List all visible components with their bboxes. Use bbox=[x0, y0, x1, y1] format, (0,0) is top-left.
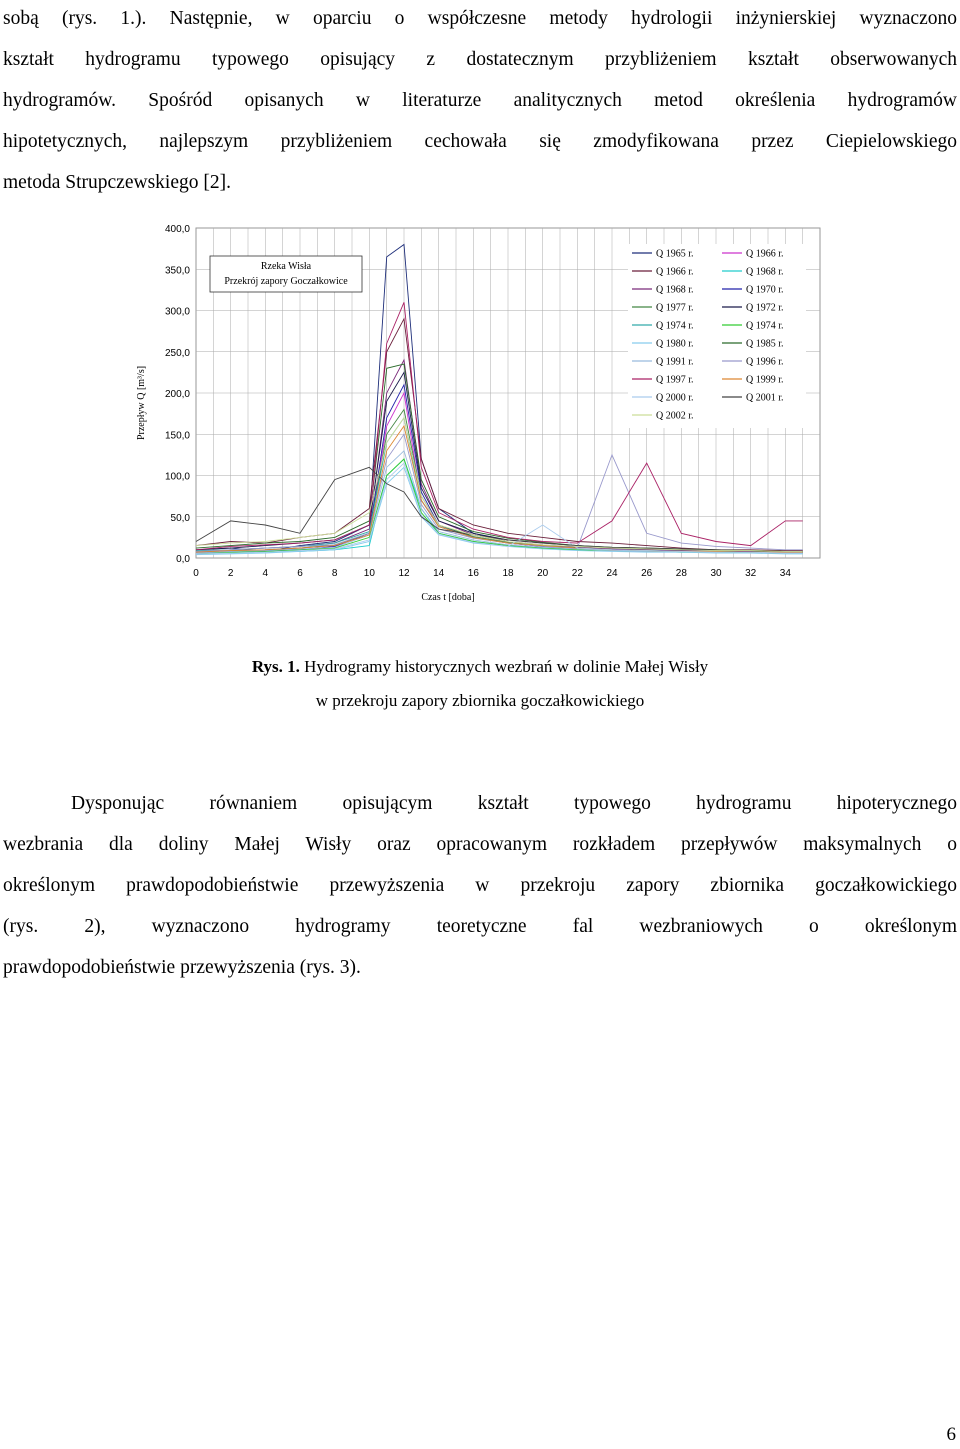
x-tick-label: 6 bbox=[297, 568, 303, 579]
x-tick-label: 24 bbox=[606, 568, 618, 579]
y-tick-label: 150,0 bbox=[164, 430, 190, 442]
intro-paragraph bbox=[3, 0, 957, 203]
y-tick-label: 350,0 bbox=[164, 265, 190, 277]
legend-entry: Q 1977 r. bbox=[656, 302, 694, 314]
hydrograph-chart bbox=[130, 212, 830, 612]
y-tick-label: 0,0 bbox=[176, 554, 190, 565]
body-paragraph bbox=[3, 783, 957, 988]
x-axis-label: Czas t [doba] bbox=[421, 592, 475, 603]
legend-entry: Q 1968 r. bbox=[656, 284, 694, 296]
legend-entry: Q 2002 r. bbox=[656, 410, 694, 422]
legend-entry: Q 1968 r. bbox=[746, 266, 784, 278]
paragraph-line: (rys. 2), wyznaczono hydrogramy teoretyczne fal wezbraniowych o określonym bbox=[3, 916, 957, 937]
y-axis-label: Przepływ Q [m³/s] bbox=[136, 365, 147, 441]
x-tick-label: 32 bbox=[745, 568, 757, 579]
figure-label: Rys. 1. bbox=[251, 657, 300, 676]
x-tick-label: 10 bbox=[363, 568, 375, 579]
inset-river-label: Rzeka Wisła bbox=[260, 261, 312, 272]
paragraph-line: metoda Strupczewskiego [2]. bbox=[3, 172, 231, 193]
x-tick-label: 30 bbox=[710, 568, 722, 579]
paragraph-line: wezbrania dla doliny Małej Wisły oraz opracowanym rozkładem przepływów maksymalnych o bbox=[3, 834, 957, 855]
figure-caption-line2: w przekroju zapory zbiornika goczałkowickiego bbox=[315, 691, 645, 710]
legend-entry: Q 1966 r. bbox=[746, 248, 784, 260]
figure-caption-line1 bbox=[0, 650, 960, 684]
x-tick-label: 34 bbox=[779, 568, 791, 579]
legend-entry: Q 1965 r. bbox=[656, 248, 694, 260]
legend-entry: Q 1972 r. bbox=[746, 302, 784, 314]
x-tick-label: 8 bbox=[331, 568, 338, 579]
legend-entry: Q 2001 r. bbox=[746, 392, 784, 404]
y-tick-label: 200,0 bbox=[164, 389, 190, 400]
page-number: 6 bbox=[946, 1424, 956, 1445]
figure-title: Hydrogramy historycznych wezbrań w dolinie Małej Wisły bbox=[304, 657, 709, 676]
x-tick-label: 4 bbox=[262, 568, 269, 579]
legend-entry: Q 1970 r. bbox=[746, 284, 784, 296]
legend-entry: Q 1980 r. bbox=[656, 338, 694, 350]
legend-entry: Q 1974 r. bbox=[656, 320, 694, 332]
paragraph-line: sobą (rys. 1.). Następnie, w oparciu o współczesne metody hydrologii inżynierskiej wyznaczono bbox=[3, 8, 957, 29]
paragraph-line: hipotetycznych, najlepszym przybliżeniem cechowała się zmodyfikowana przez Ciepielowskiego bbox=[3, 131, 957, 152]
legend-entry: Q 2000 r. bbox=[656, 392, 694, 404]
chart-legend bbox=[628, 244, 806, 428]
x-tick-label: 16 bbox=[467, 568, 479, 579]
x-tick-label: 2 bbox=[227, 568, 234, 579]
legend-entry: Q 1991 r. bbox=[656, 356, 694, 368]
paragraph-line: hydrogramów. Spośród opisanych w literaturze analitycznych metod określenia hydrogramów bbox=[3, 90, 957, 111]
y-tick-label: 100,0 bbox=[164, 471, 190, 483]
legend-entry: Q 1985 r. bbox=[746, 338, 784, 350]
y-tick-label: 50,0 bbox=[170, 512, 190, 524]
x-tick-label: 14 bbox=[433, 568, 445, 579]
y-tick-label: 400,0 bbox=[164, 224, 190, 235]
paragraph-line: kształt hydrogramu typowego opisujący z dostatecznym przybliżeniem kształt obserwowanych bbox=[3, 49, 957, 70]
legend-entry: Q 1966 r. bbox=[656, 266, 694, 278]
x-tick-label: 28 bbox=[675, 568, 687, 579]
inset-section-label: Przekrój zapory Goczałkowice bbox=[224, 276, 348, 287]
x-tick-label: 0 bbox=[193, 568, 199, 579]
paragraph-line: określonym prawdopodobieństwie przewyższenia w przekroju zapory zbiornika goczałkowickiego bbox=[3, 875, 957, 896]
chart-inset-box bbox=[210, 256, 362, 292]
y-tick-label: 250,0 bbox=[164, 347, 190, 359]
paragraph-line: prawdopodobieństwie przewyższenia (rys. 3). bbox=[3, 957, 361, 978]
paragraph-line: Dysponując równaniem opisującym kształt typowego hydrogramu hipoterycznego bbox=[71, 793, 957, 814]
y-tick-label: 300,0 bbox=[164, 306, 190, 318]
legend-entry: Q 1999 r. bbox=[746, 374, 784, 386]
legend-entry: Q 1974 r. bbox=[746, 320, 784, 332]
x-tick-label: 20 bbox=[537, 568, 549, 579]
x-tick-label: 26 bbox=[641, 568, 653, 579]
legend-entry: Q 1997 r. bbox=[656, 374, 694, 386]
x-tick-label: 22 bbox=[571, 568, 583, 579]
x-tick-label: 12 bbox=[398, 568, 410, 579]
legend-entry: Q 1996 r. bbox=[746, 356, 784, 368]
x-tick-label: 18 bbox=[502, 568, 514, 579]
